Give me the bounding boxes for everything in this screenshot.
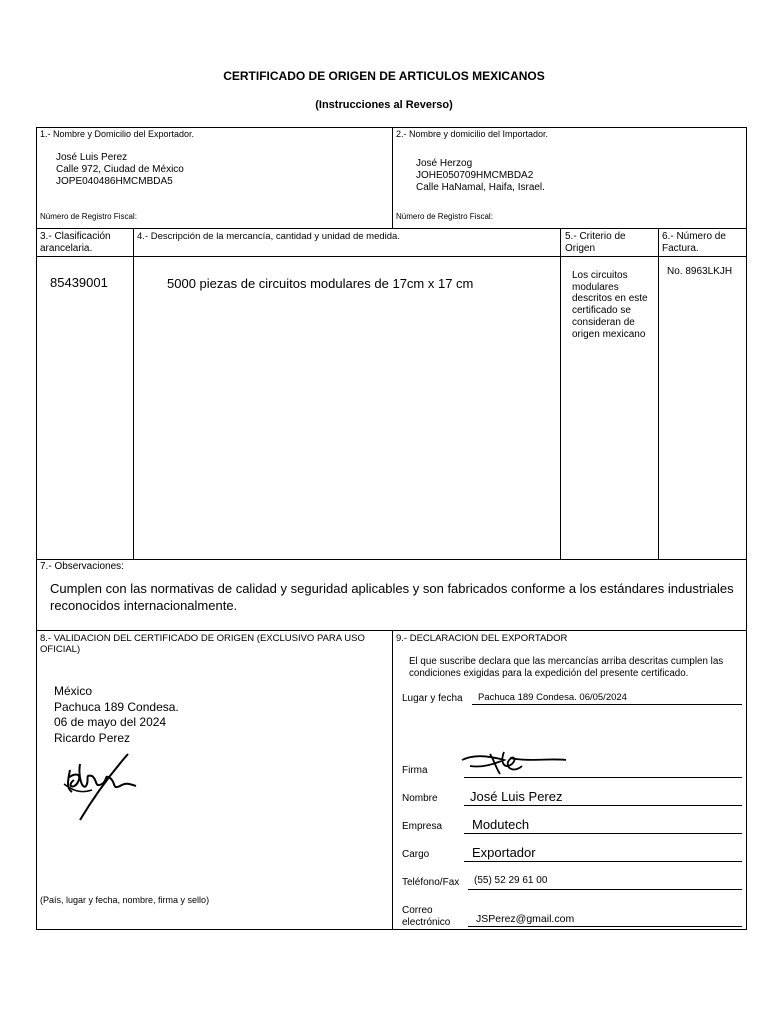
document-subtitle: (Instrucciones al Reverso) bbox=[315, 99, 453, 111]
importer-details bbox=[416, 158, 545, 194]
declaration-statement-line: condiciones exigidas para la expedición del presente certificado. bbox=[409, 668, 689, 679]
place-date-label: Lugar y fecha bbox=[402, 693, 463, 704]
validation-official-name: Ricardo Perez bbox=[54, 730, 131, 745]
phone-line bbox=[468, 889, 742, 890]
declaration-label: 9.- DECLARACION DEL EXPORTADOR bbox=[396, 633, 568, 644]
name-value: José Luis Perez bbox=[470, 789, 563, 804]
importer-rfc-label: Número de Registro Fiscal: bbox=[396, 212, 493, 221]
tariff-column-header bbox=[40, 231, 111, 255]
document-title: CERTIFICADO DE ORIGEN DE ARTICULOS MEXICANOS bbox=[223, 69, 545, 83]
place-date-value: Pachuca 189 Condesa. 06/05/2024 bbox=[478, 692, 627, 703]
position-label: Cargo bbox=[402, 849, 430, 860]
origin-criterion bbox=[572, 270, 648, 340]
observations-label: 7.- Observaciones: bbox=[40, 561, 124, 572]
validation-date: 06 de mayo del 2024 bbox=[54, 715, 167, 729]
goods-header-divider bbox=[36, 256, 747, 257]
tariff-header-line: 3.- Clasificación bbox=[40, 231, 111, 242]
col-divider-5 bbox=[658, 228, 659, 560]
position-value: Exportador bbox=[472, 845, 536, 860]
importer-name: José Herzog bbox=[416, 158, 473, 169]
name-label: Nombre bbox=[402, 793, 438, 804]
email-line bbox=[468, 926, 742, 927]
email-label-line: electrónico bbox=[402, 916, 451, 928]
phone-value: (55) 52 29 61 00 bbox=[474, 875, 548, 886]
origin-line: Los circuitos bbox=[572, 270, 628, 281]
place-date-line bbox=[472, 704, 742, 705]
phone-label: Teléfono/Fax bbox=[402, 877, 460, 888]
origin-header-line: 5.- Criterio de bbox=[565, 231, 626, 242]
exporter-rfc-label: Número de Registro Fiscal: bbox=[40, 212, 137, 221]
exporter-details bbox=[56, 152, 184, 188]
origin-line: origen mexicano bbox=[572, 328, 646, 340]
observations-line: reconocidos internacionalmente. bbox=[50, 598, 238, 613]
validation-label-line: 8.- VALIDACION DEL CERTIFICADO DE ORIGEN (EXCLUSIVO PARA USO bbox=[40, 633, 365, 644]
validation-country: México bbox=[54, 684, 93, 698]
tariff-code: 85439001 bbox=[50, 275, 108, 290]
validation-label bbox=[40, 633, 365, 655]
validation-label-line: OFICIAL) bbox=[40, 644, 81, 655]
origin-line: certificado se bbox=[572, 305, 631, 317]
exporter-label: 1.- Nombre y Domicilio del Exportador. bbox=[40, 129, 195, 139]
table-border-right bbox=[746, 127, 747, 930]
validation-signature bbox=[58, 750, 143, 825]
col-divider-3 bbox=[133, 228, 134, 560]
description-column-header: 4.- Descripción de la mercancía, cantidad y unidad de medida. bbox=[137, 231, 400, 242]
exporter-address: Calle 972, Ciudad de México bbox=[56, 164, 184, 175]
observations-text bbox=[50, 580, 734, 614]
company-line bbox=[464, 833, 742, 834]
importer-id: JOHE050709HMCMBDA2 bbox=[416, 170, 534, 181]
exporter-signature bbox=[460, 748, 570, 778]
invoice-column-header bbox=[662, 231, 726, 255]
table-border-left bbox=[36, 127, 37, 930]
origin-line: consideran de bbox=[572, 316, 635, 328]
origin-line: modulares bbox=[572, 281, 619, 293]
validation-details bbox=[54, 684, 179, 746]
invoice-number: No. 8963LKJH bbox=[667, 266, 733, 277]
col-divider-validation bbox=[392, 630, 393, 930]
col-divider-parties bbox=[392, 127, 393, 229]
col-divider-4 bbox=[560, 228, 561, 560]
exporter-id: JOPE040486HMCMBDA5 bbox=[56, 176, 173, 187]
origin-column-header bbox=[565, 231, 626, 255]
row-divider-observations bbox=[36, 559, 747, 560]
origin-line: descritos en este bbox=[572, 293, 648, 305]
invoice-header-line: Factura. bbox=[662, 243, 699, 254]
invoice-header-line: 6.- Número de bbox=[662, 231, 726, 242]
company-label: Empresa bbox=[402, 821, 443, 832]
goods-description: 5000 piezas de circuitos modulares de 17cm x 17 cm bbox=[167, 276, 474, 291]
email-label-line: Correo bbox=[402, 905, 433, 916]
email-value: JSPerez@gmail.com bbox=[476, 913, 575, 925]
tariff-header-line: arancelaria. bbox=[40, 243, 93, 254]
importer-label: 2.- Nombre y domicilio del Importador. bbox=[396, 129, 549, 139]
origin-header-line: Origen bbox=[565, 243, 596, 254]
signature-line bbox=[464, 777, 742, 778]
declaration-statement bbox=[409, 656, 723, 680]
position-line bbox=[464, 861, 742, 862]
validation-footer: (País, lugar y fecha, nombre, firma y sello) bbox=[40, 895, 210, 905]
name-line bbox=[464, 805, 742, 806]
declaration-statement-line: El que suscribe declara que las mercancías arriba descritas cumplen las bbox=[409, 656, 724, 667]
company-value: Modutech bbox=[472, 817, 530, 832]
signature-label: Firma bbox=[402, 765, 428, 776]
observations-line: Cumplen con las normativas de calidad y seguridad aplicables y son fabricados conforme a los estándares industriales bbox=[50, 581, 734, 596]
email-label bbox=[402, 905, 450, 928]
importer-address: Calle HaNamal, Haifa, Israel. bbox=[416, 182, 545, 193]
validation-place: Pachuca 189 Condesa. bbox=[54, 699, 179, 714]
exporter-name: José Luis Perez bbox=[56, 152, 128, 163]
